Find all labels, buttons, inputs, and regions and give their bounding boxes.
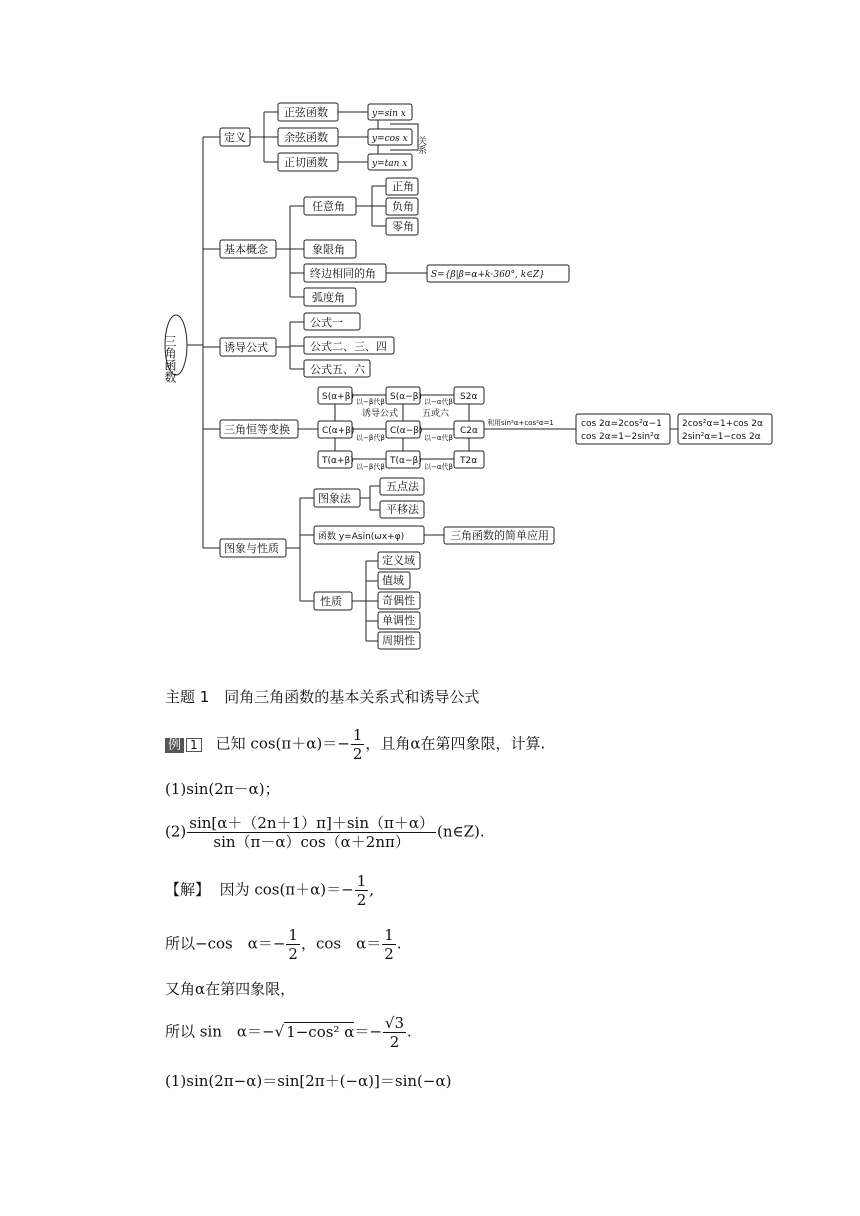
five-six-label: 五或六 <box>422 409 450 419</box>
s-double: S2α <box>460 392 478 402</box>
t-sum: T(α+β) <box>322 456 354 466</box>
solution-tag: 【解】 <box>165 880 211 899</box>
induct-formula-234: 公式二、三、四 <box>310 340 387 353</box>
simple-application: 三角函数的简单应用 <box>450 529 549 542</box>
relation-label: 关系 <box>416 136 426 154</box>
prop-monotonic: 单调性 <box>382 614 415 627</box>
node-trig-transform-label: 三角恒等变换 <box>224 423 290 436</box>
neg-beta-1: 以−β代β <box>356 398 385 406</box>
method-five-point: 五点法 <box>386 480 419 493</box>
t-diff: T(α−β) <box>390 456 422 466</box>
example-number: 1 <box>186 738 202 752</box>
alpha-beta-1: 以−α代β <box>424 398 453 406</box>
induct-label: 诱导公式 <box>362 409 399 419</box>
fraction-half: $\frac{1}{2}$ <box>352 726 363 763</box>
node-definition-label: 定义 <box>224 131 246 144</box>
l4-text-a: 所以 sin α＝− <box>165 1022 275 1041</box>
example-tag: 例 <box>165 738 184 753</box>
prop-parity: 奇偶性 <box>382 594 415 607</box>
example-line <box>165 726 545 763</box>
s-sum: S(α+β) <box>322 392 354 402</box>
solution-line-4: 所以 sin α＝−√ 1−cos² α＝− $\frac{√3}{2}$ . <box>165 1014 412 1051</box>
question-2 <box>165 814 485 851</box>
root-label: 三角函数 <box>163 335 177 383</box>
basic-quadrant-angle: 象限角 <box>312 243 345 256</box>
graph-function: 函数 y=Asin(ωx+φ) <box>318 532 405 542</box>
cos2a-b-2: 2sin²α=1−cos 2α <box>682 432 761 442</box>
solution-line-5: (1)sin(2π−α)＝sin[2π＋(−α)]＝sin(−α) <box>165 1072 452 1090</box>
prop-period: 周期性 <box>382 634 415 647</box>
angle-positive: 正角 <box>392 180 414 193</box>
sol-fraction: $\frac{1}{2}$ <box>356 872 367 909</box>
induct-formula-56: 公式五、六 <box>310 363 365 376</box>
solution-line-3: 又角α在第四象限， <box>165 980 296 998</box>
c-double: C2α <box>460 426 478 436</box>
l4-text-b: ＝− <box>354 1022 382 1041</box>
alpha-beta-3: 以−α代β <box>424 463 453 471</box>
q2-suffix: (n∈Z). <box>437 822 485 841</box>
graph-method: 图象法 <box>318 492 351 505</box>
def-cosine: 余弦函数 <box>284 131 328 144</box>
node-induction-label: 诱导公式 <box>224 341 268 354</box>
basic-coterminal: 终边相同的角 <box>310 267 376 280</box>
neg-beta-2: 以−β代β <box>356 434 385 442</box>
graph-properties: 性质 <box>320 595 342 608</box>
coterminal-set: S={β|β=α+k·360°, k∈Z} <box>431 270 545 280</box>
example-text-b: ，且角α在第四象限，计算. <box>365 734 546 753</box>
l2-fraction-1: $\frac{1}{2}$ <box>288 926 298 963</box>
topic-heading: 主题 1 同角三角函数的基本关系式和诱导公式 <box>165 688 480 706</box>
formula-tan: y=tan x <box>372 159 408 169</box>
neg-beta-3: 以−β代β <box>356 463 385 471</box>
q2-numerator: sin[α＋（2n＋1）π]＋sin（π＋α） <box>189 814 434 832</box>
q2-denominator: sin（π－α）cos（α＋2nπ） <box>213 833 410 851</box>
basic-radian: 弧度角 <box>312 291 345 304</box>
sol-text-b: , <box>369 880 375 899</box>
l2-text-a: 所以−cos α＝− <box>165 934 286 953</box>
solution-line-2 <box>165 926 402 963</box>
l2-text-b: ，cos α＝ <box>300 934 382 953</box>
l2-text-c: . <box>396 934 402 953</box>
cos2a-2: cos 2α=1−2sin²α <box>581 432 660 442</box>
basic-any-angle: 任意角 <box>312 200 345 213</box>
q2-prefix: (2) <box>165 822 187 841</box>
l4-fraction: $\frac{√3}{2}$ <box>384 1014 405 1051</box>
alpha-beta-2: 以−α代β <box>424 434 453 442</box>
q2-fraction <box>187 814 436 851</box>
angle-zero: 零角 <box>392 220 414 233</box>
formula-cos: y=cos x <box>372 134 408 144</box>
example-text-a: 已知 cos(π＋α)＝− <box>215 734 350 753</box>
solution-line-1 <box>165 872 374 909</box>
sol-text-a: 因为 cos(π＋α)＝− <box>219 880 354 899</box>
def-tangent: 正切函数 <box>284 156 328 169</box>
l4-text-c: . <box>407 1022 412 1041</box>
cos2a-1: cos 2α=2cos²α−1 <box>581 419 662 429</box>
prop-range: 值域 <box>382 574 404 587</box>
identity-use: 利用sin²α+cos²α=1 <box>487 419 554 427</box>
node-basic-label: 基本概念 <box>224 243 268 256</box>
cos2a-b-1: 2cos²α=1+cos 2α <box>682 419 763 429</box>
def-sine: 正弦函数 <box>284 106 328 119</box>
induct-formula-1: 公式一 <box>310 316 343 329</box>
node-graph-label: 图象与性质 <box>224 542 279 555</box>
l4-sqrt: 1−cos² α <box>286 1022 355 1041</box>
c-sum: C(α+β) <box>322 426 355 436</box>
c-diff: C(α−β) <box>390 426 423 436</box>
l2-fraction-2: $\frac{1}{2}$ <box>384 926 394 963</box>
s-diff: S(α−β) <box>390 392 422 402</box>
method-translate: 平移法 <box>386 503 419 516</box>
angle-negative: 负角 <box>392 200 414 213</box>
t-double: T2α <box>460 456 478 466</box>
prop-domain: 定义域 <box>382 554 415 567</box>
question-1: (1)sin(2π－α)； <box>165 780 280 798</box>
formula-sin: y=sin x <box>372 109 406 119</box>
